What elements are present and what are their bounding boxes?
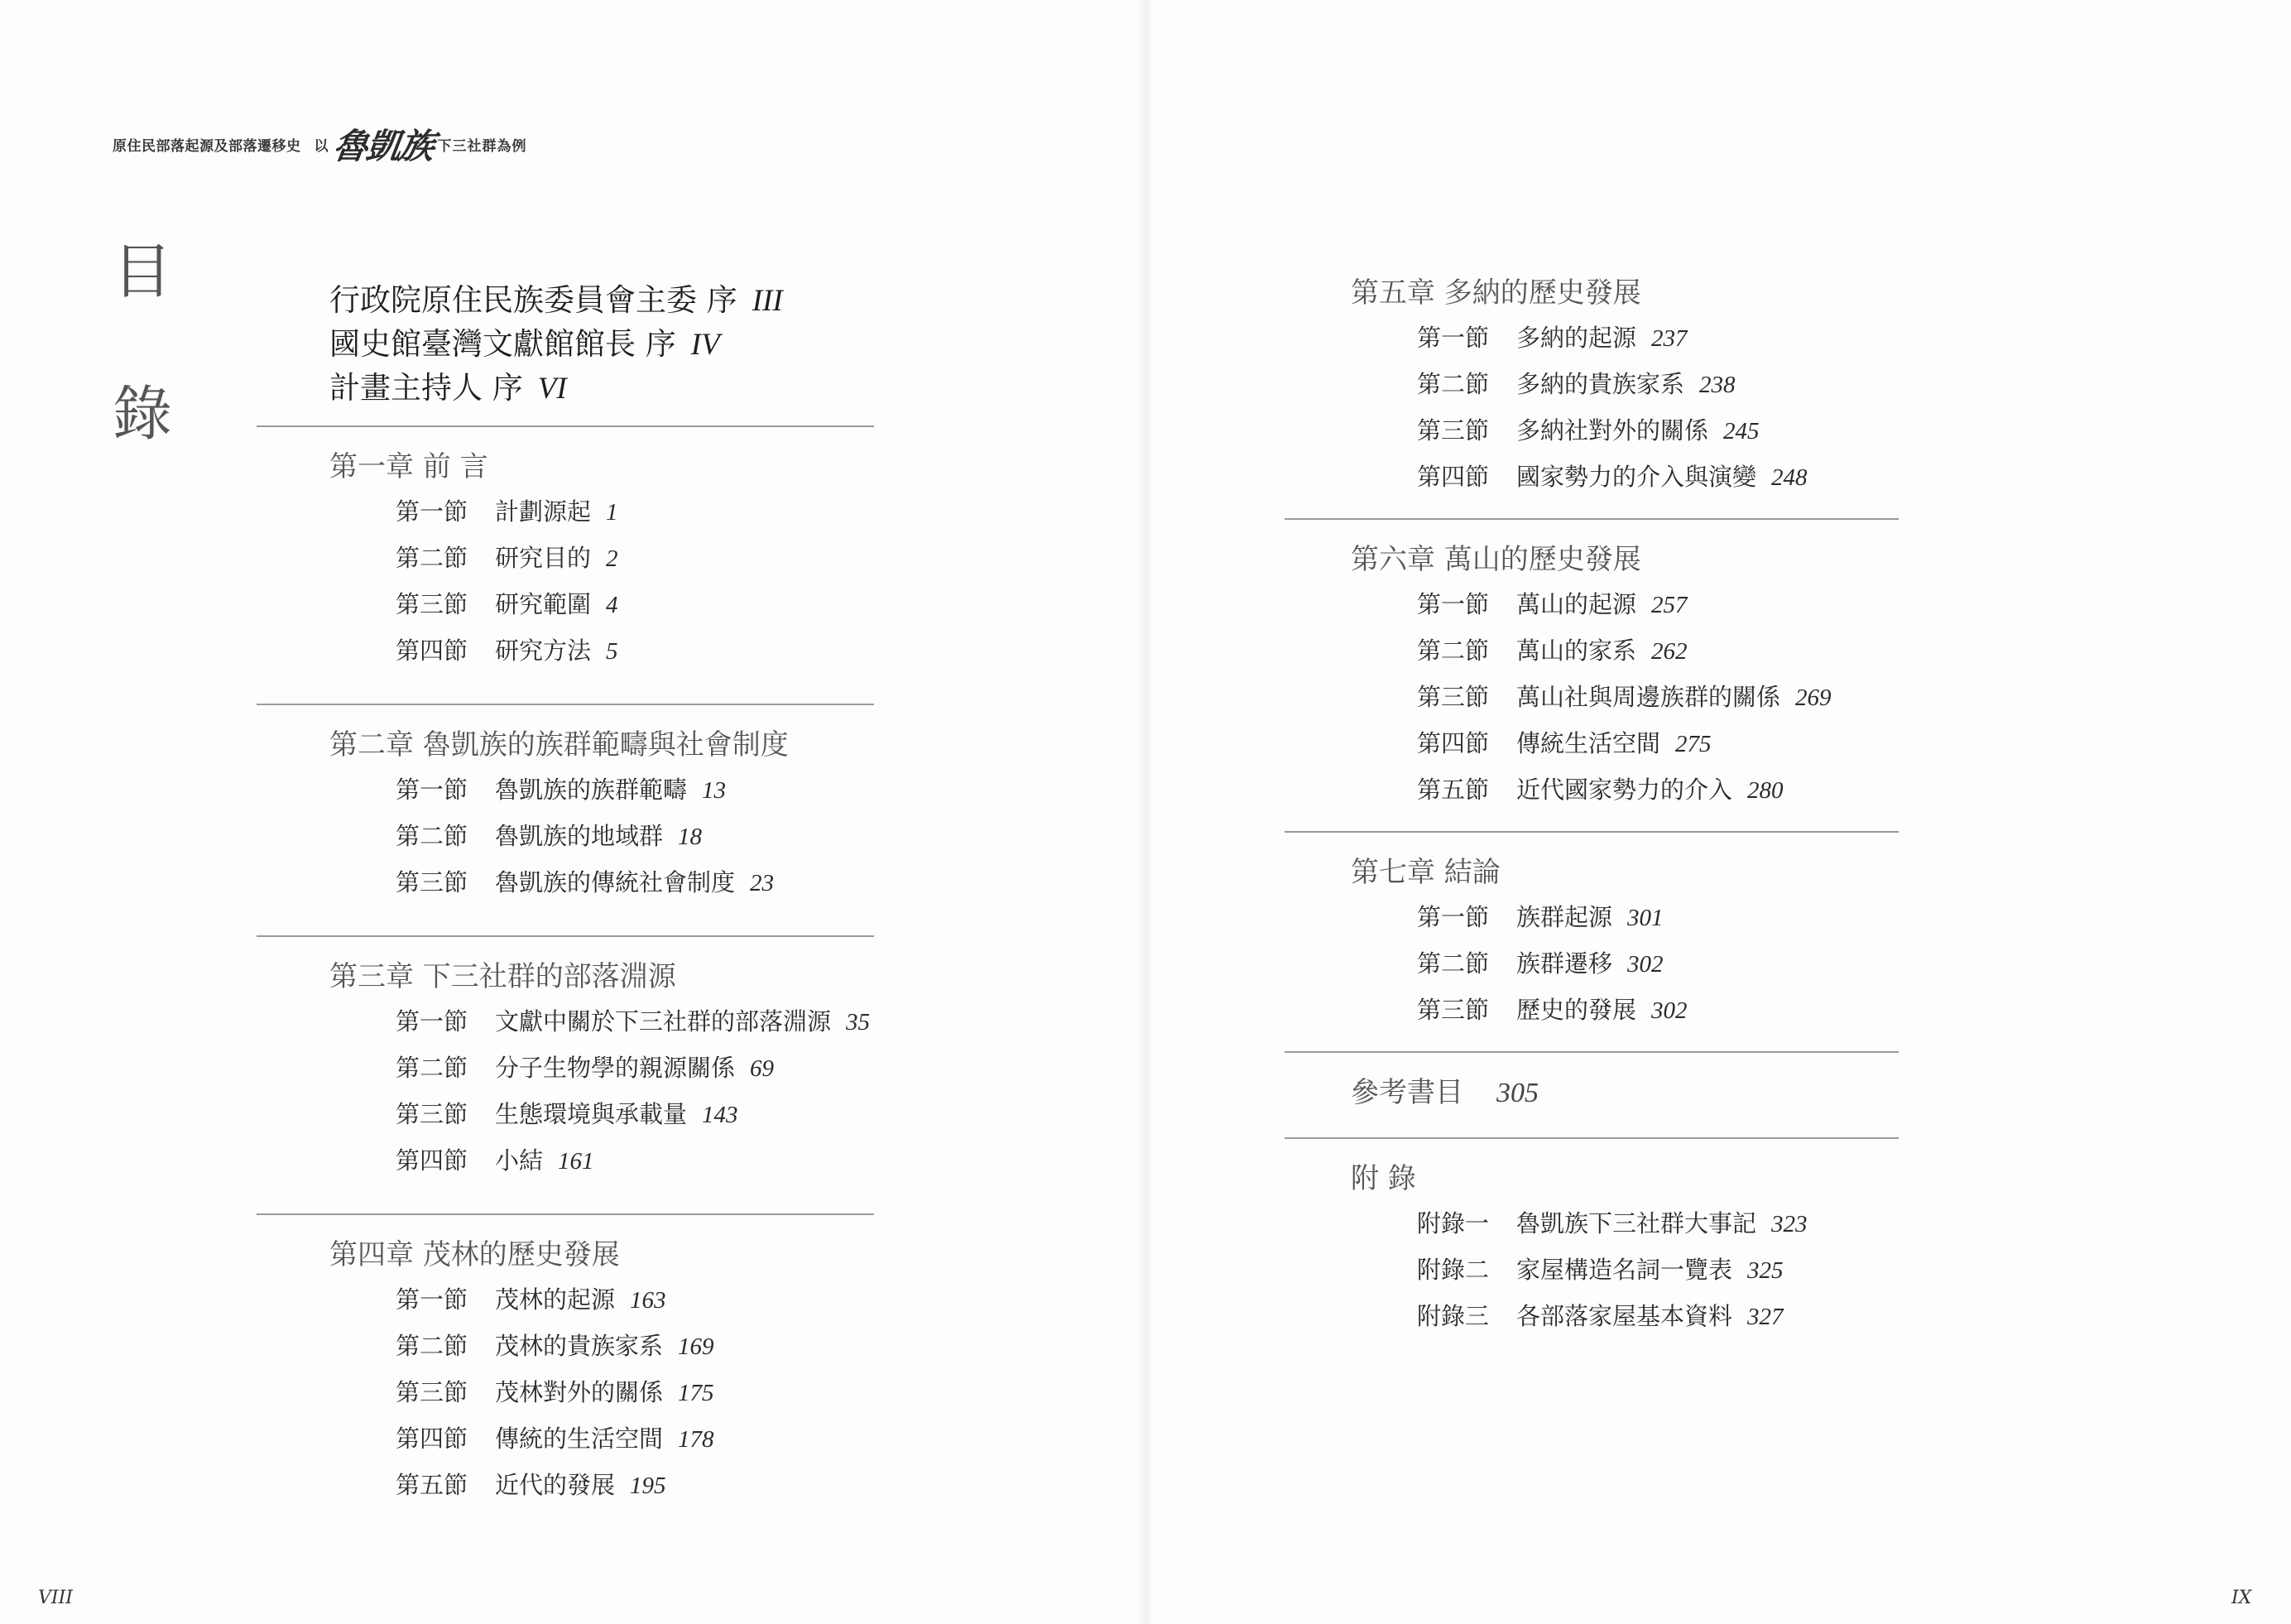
page-number: 237 xyxy=(1651,325,1688,352)
chapter-title: 附 錄 xyxy=(1351,1162,1416,1195)
page-number: 301 xyxy=(1627,905,1664,931)
section-item xyxy=(329,766,874,813)
divider xyxy=(1285,1051,1899,1053)
section-item xyxy=(1351,720,1889,766)
section-label: 第一節 xyxy=(1417,324,1490,352)
section-item xyxy=(329,813,874,859)
page-number: 69 xyxy=(750,1055,775,1082)
section-title: 魯凱族的地域群 xyxy=(495,822,664,850)
page-number: 143 xyxy=(702,1102,738,1128)
chapter-block xyxy=(1351,851,1889,1033)
section-title: 研究目的 xyxy=(495,544,592,572)
section-label: 第一節 xyxy=(396,1285,468,1314)
page-number: 18 xyxy=(678,824,703,850)
section-title: 多納的貴族家系 xyxy=(1516,370,1685,398)
section-item xyxy=(329,1045,874,1091)
section-item xyxy=(329,1369,874,1415)
page-number: 302 xyxy=(1627,951,1664,978)
page-number: 327 xyxy=(1747,1304,1784,1330)
page-number: 23 xyxy=(750,870,775,896)
toc-heading-char-2: 錄 xyxy=(113,379,173,449)
section-label: 附錄三 xyxy=(1417,1302,1490,1330)
page-number: 269 xyxy=(1795,685,1832,711)
section-title: 魯凱族下三社群大事記 xyxy=(1516,1209,1757,1237)
section-item xyxy=(1351,1293,1889,1339)
page-number: 275 xyxy=(1675,731,1712,757)
section-item xyxy=(1351,1247,1889,1293)
section-title: 多納的起源 xyxy=(1516,324,1637,352)
page-number: VI xyxy=(537,372,567,406)
section-title: 各部落家屋基本資料 xyxy=(1516,1302,1733,1330)
section-label: 第一節 xyxy=(1417,590,1490,618)
references-title: 參考書目 xyxy=(1351,1076,1463,1109)
chapter-block xyxy=(329,955,874,1184)
section-label: 第二節 xyxy=(396,1332,468,1360)
section-item xyxy=(329,1137,874,1184)
page-number: 35 xyxy=(846,1009,871,1035)
front-matter-item xyxy=(329,322,874,366)
section-label: 第五節 xyxy=(1417,776,1490,804)
section-title: 茂林的貴族家系 xyxy=(495,1332,664,1360)
chapter-title: 第二章 魯凱族的族群範疇與社會制度 xyxy=(329,728,789,762)
section-title: 近代國家勢力的介入 xyxy=(1516,776,1733,804)
page-number: 1 xyxy=(606,499,618,526)
page-number: 2 xyxy=(606,545,618,572)
section-label: 第一節 xyxy=(396,497,468,526)
page-number: IV xyxy=(690,328,720,362)
page-number: III xyxy=(752,284,783,318)
page-number: 302 xyxy=(1651,997,1688,1024)
section-label: 第二節 xyxy=(1417,370,1490,398)
section-title: 多納社對外的關係 xyxy=(1516,416,1709,444)
section-label: 第一節 xyxy=(1417,903,1490,931)
page-number: 305 xyxy=(1496,1078,1539,1108)
front-matter-item xyxy=(329,366,874,410)
page-number: 280 xyxy=(1747,777,1784,804)
chapter-block xyxy=(1351,538,1889,813)
page-number: 4 xyxy=(606,592,618,618)
section-label: 第四節 xyxy=(1417,729,1490,757)
chapter-title: 第五章 多納的歷史發展 xyxy=(1351,276,1641,310)
section-label: 第三節 xyxy=(1417,683,1490,711)
section-title: 茂林的起源 xyxy=(495,1285,616,1314)
chapter-title: 第四章 茂林的歷史發展 xyxy=(329,1238,620,1271)
section-item xyxy=(1351,987,1889,1033)
page-number: 262 xyxy=(1651,638,1688,665)
toc-heading xyxy=(113,237,179,526)
section-title: 萬山社與周邊族群的關係 xyxy=(1516,683,1781,711)
section-item xyxy=(329,998,874,1045)
toc-left-column xyxy=(329,278,874,1508)
chapter-title xyxy=(1351,1071,1889,1114)
chapter-title: 第六章 萬山的歷史發展 xyxy=(1351,543,1641,576)
chapter-block xyxy=(329,723,874,906)
section-item xyxy=(1351,627,1889,674)
section-item xyxy=(1351,1200,1889,1247)
section-label: 第四節 xyxy=(1417,463,1490,491)
page-number: 238 xyxy=(1699,372,1736,398)
chapter-title: 第七章 結論 xyxy=(1351,856,1501,889)
section-label: 第四節 xyxy=(396,1146,468,1175)
section-title: 傳統生活空間 xyxy=(1516,729,1661,757)
divider xyxy=(1285,831,1899,833)
chapter-block xyxy=(1351,1071,1889,1114)
page-folio-left: VIII xyxy=(38,1588,73,1608)
running-head xyxy=(113,119,527,169)
page-number: 169 xyxy=(678,1333,714,1360)
divider xyxy=(257,1213,874,1215)
section-label: 第三節 xyxy=(1417,996,1490,1024)
section-item xyxy=(329,1091,874,1137)
page-number: 257 xyxy=(1651,592,1688,618)
section-item xyxy=(1351,894,1889,940)
toc-right-column xyxy=(1351,271,1889,1339)
section-item xyxy=(329,859,874,906)
section-title: 歷史的發展 xyxy=(1516,996,1637,1024)
section-title: 小結 xyxy=(495,1146,544,1175)
divider xyxy=(1285,518,1899,520)
page-number: 5 xyxy=(606,638,618,665)
running-head-subtitle: 下三社群為例 xyxy=(437,137,527,155)
section-title: 傳統的生活空間 xyxy=(495,1425,664,1453)
divider xyxy=(257,704,874,705)
section-item xyxy=(1351,940,1889,987)
chapter-block xyxy=(329,445,874,674)
section-title: 族群起源 xyxy=(1516,903,1613,931)
divider xyxy=(1285,1137,1899,1139)
front-matter-title: 行政院原住民族委員會主委 序 xyxy=(329,282,737,318)
section-item xyxy=(329,1462,874,1508)
section-label: 附錄二 xyxy=(1417,1256,1490,1284)
section-label: 第二節 xyxy=(396,822,468,850)
section-label: 附錄一 xyxy=(1417,1209,1490,1237)
chapter-block xyxy=(1351,1157,1889,1339)
section-label: 第五節 xyxy=(396,1471,468,1499)
section-label: 第三節 xyxy=(396,868,468,896)
section-label: 第三節 xyxy=(1417,416,1490,444)
section-title: 文獻中關於下三社群的部落淵源 xyxy=(495,1007,832,1035)
section-title: 生態環境與承載量 xyxy=(495,1100,688,1128)
section-label: 第一節 xyxy=(396,1007,468,1035)
page-number: 245 xyxy=(1723,418,1760,444)
section-title: 茂林對外的關係 xyxy=(495,1378,664,1406)
section-label: 第三節 xyxy=(396,590,468,618)
divider xyxy=(257,425,874,427)
section-item xyxy=(1351,766,1889,813)
section-label: 第三節 xyxy=(396,1100,468,1128)
section-item xyxy=(329,488,874,535)
page-number: 161 xyxy=(558,1148,594,1175)
section-label: 第二節 xyxy=(1417,637,1490,665)
section-item xyxy=(1351,315,1889,361)
section-title: 國家勢力的介入與演變 xyxy=(1516,463,1757,491)
section-label: 第四節 xyxy=(396,1425,468,1453)
chapter-block xyxy=(1351,271,1889,500)
page-folio-right: IX xyxy=(2231,1588,2252,1608)
page-number: 178 xyxy=(678,1426,714,1453)
right-page xyxy=(1146,0,2291,1624)
section-item xyxy=(329,1276,874,1323)
section-item xyxy=(329,1323,874,1369)
divider xyxy=(257,935,874,937)
front-matter-list xyxy=(329,278,874,410)
chapter-title: 第一章 前 言 xyxy=(329,450,488,483)
section-label: 第一節 xyxy=(396,776,468,804)
section-label: 第二節 xyxy=(396,544,468,572)
section-title: 萬山的起源 xyxy=(1516,590,1637,618)
front-matter-title: 計畫主持人 序 xyxy=(329,370,523,406)
section-item xyxy=(329,1415,874,1462)
section-item xyxy=(329,581,874,627)
section-title: 萬山的家系 xyxy=(1516,637,1637,665)
section-item xyxy=(1351,454,1889,500)
section-item xyxy=(1351,581,1889,627)
calligraphy-logo: 魯凱族 xyxy=(329,126,435,166)
section-title: 族群遷移 xyxy=(1516,949,1613,978)
page-number: 175 xyxy=(678,1380,714,1406)
page-number: 323 xyxy=(1771,1211,1808,1237)
section-item xyxy=(1351,361,1889,407)
section-item xyxy=(1351,674,1889,720)
page-number: 248 xyxy=(1771,464,1808,491)
section-title: 近代的發展 xyxy=(495,1471,616,1499)
front-matter-item xyxy=(329,278,874,322)
toc-heading-char-1: 目 xyxy=(113,237,173,306)
page-number: 13 xyxy=(702,777,727,804)
page-number: 163 xyxy=(630,1287,666,1314)
section-label: 第二節 xyxy=(1417,949,1490,978)
section-title: 研究範圍 xyxy=(495,590,592,618)
section-title: 魯凱族的傳統社會制度 xyxy=(495,868,736,896)
front-matter-title: 國史館臺灣文獻館館長 序 xyxy=(329,326,676,362)
section-title: 分子生物學的親源關係 xyxy=(495,1054,736,1082)
chapter-block xyxy=(329,1233,874,1508)
page-number: 325 xyxy=(1747,1257,1784,1284)
section-item xyxy=(329,627,874,674)
section-label: 第三節 xyxy=(396,1378,468,1406)
section-label: 第四節 xyxy=(396,637,468,665)
section-item xyxy=(1351,407,1889,454)
chapter-title: 第三章 下三社群的部落淵源 xyxy=(329,960,676,993)
section-item xyxy=(329,535,874,581)
section-title: 研究方法 xyxy=(495,637,592,665)
running-head-series: 原住民部落起源及部落遷移史 xyxy=(113,137,301,155)
page-number: 195 xyxy=(630,1473,666,1499)
section-title: 家屋構造名詞一覽表 xyxy=(1516,1256,1733,1284)
section-label: 第二節 xyxy=(396,1054,468,1082)
section-title: 計劃源起 xyxy=(495,497,592,526)
section-title: 魯凱族的族群範疇 xyxy=(495,776,688,804)
running-head-connector: 以 xyxy=(314,137,329,155)
